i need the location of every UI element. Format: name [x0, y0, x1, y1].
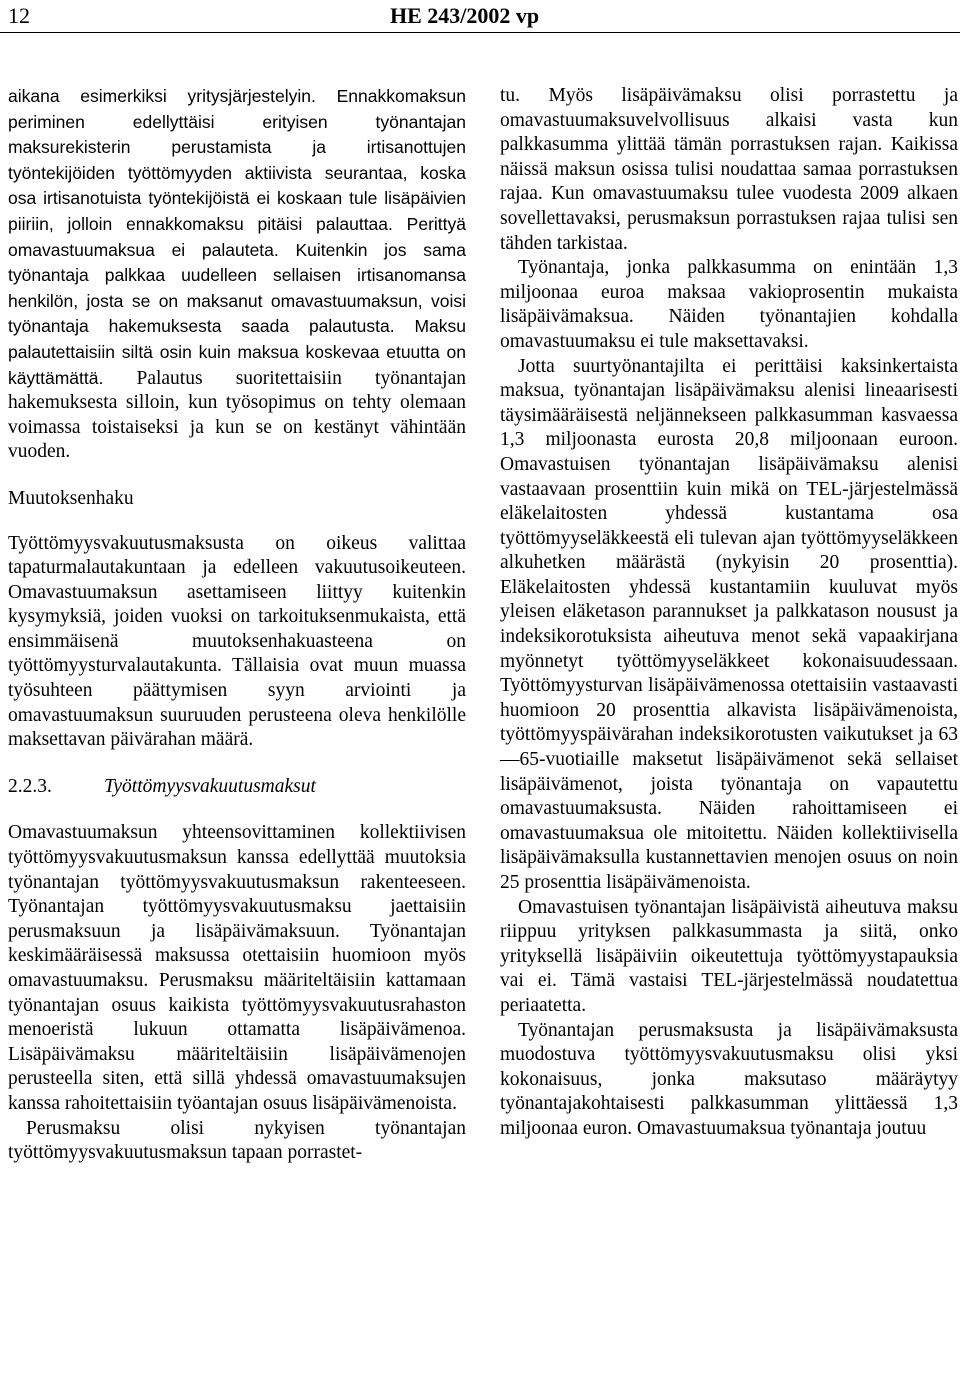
right-column — [500, 84, 958, 1142]
paragraph: Omavastuumaksun yhteensovittaminen kollektiivisen työttömyysvakuutusmaksun kanssa edellyttää muutoksia työnantajan työttömyysvakuutusmaksun rakenteeseen. Työnantajan työttömyysvakuutusmaksu jaettaisiin perusmaksuun ja lisäpäivämaksuun. Työnantajan keskimääräisessä maksussa otettaisiin huomioon myös omavastuumaksu. Perusmaksu määriteltäisiin kattamaan työnantajan osuus kaikista työttömyysvakuutusrahaston menoeristä lukuun ottamatta lisäpäivämenoa. Lisäpäivämaksu määriteltäisiin lisäpäivämenojen perusteella siten, että sillä yhdessä omavastuumaksujen kanssa rahoitettaisiin työantajan osuus lisäpäivämenoista. — [8, 822, 466, 1114]
header-rule — [0, 32, 960, 33]
page-header — [0, 0, 960, 30]
section-heading — [8, 775, 466, 800]
paragraph-text: Palautus suoritettaisiin työnantajan hakemuksesta silloin, kun työsopimus on tehty olemaan voimassa toistaiseksi ja kun se on kestänyt vähintään vuoden. — [8, 367, 466, 463]
section-number: 2.2.3. — [8, 775, 52, 797]
paragraph: Työnantaja, jonka palkkasumma on enintään 1,3 miljoonaa euroa maksaa vakioprosentin mukaista lisäpäivämaksua. Näiden työnantajien kohdalla omavastuumaksu ei tule maksettavaksi. — [500, 257, 958, 352]
paragraph — [8, 84, 466, 465]
paragraph: Työnantajan perusmaksusta ja lisäpäivämaksusta muodostuva työttömyysvakuutusmaksu olisi yksi kokonaisuus, jonka maksutaso määräytyy työnantajakohtaisesti palkkasumman ylittäessä 1,3 miljoonaa euron. Omavastuumaksua työnantaja joutuu — [500, 1019, 958, 1139]
paragraph: Omavastuisen työnantajan lisäpäivistä aiheutuva maksu riippuu yrityksen palkkasummasta ja siitä, onko yrityksellä lisäpäiviin oikeutettuja työttömyystapauksia vai ei. Tämä vastaisi TEL-järjestelmässä noudatettua periaatetta. — [500, 896, 958, 1016]
paragraph: Työttömyysvakuutusmaksusta on oikeus valittaa tapaturmalautakuntaan ja edelleen vakuutusoikeuteen. Omavastuumaksun asettamiseen liittyy kuitenkin kysymyksiä, joiden vuoksi on tarkoituksenmukaista, että ensimmäisenä muutoksenhakuasteena on työttömyysturvalautakunta. Tällaisia ovat muun muassa työsuhteen päättymisen syyn arviointi ja omavastuumaksun suuruuden perusteena oleva henkilölle maksettavan päivärahan määrä. — [8, 532, 466, 751]
left-column — [8, 84, 466, 1166]
paragraph: Jotta suurtyönantajilta ei perittäisi kaksinkertaista maksua, työnantajan lisäpäivämaksu alenisi lineaarisesti täysimääräisestä neljännekseen palkkasumman kasvaessa 1,3 miljoonasta eurosta 20,8 miljoonaan euroon. Omavastuisen työnantajan lisäpäivämaksu alenisi vastaavaan prosenttiin kuin mikä on TEL-järjestelmässä eläkelaitosten yhdessä kustantama osa työttömyyseläkkeestä eli tulevan ajan työttömyyseläkkeen alkuhetken määrästä (nykyisin 20 prosenttia). Eläkelaitosten yhdessä kustantamiin kuuluvat myös yleisen eläketason parannukset ja palkkatason nousust ja indeksikorotuksista aiheutuva menot sekä vapaakirjana myönnetyt työttömyyseläkkeet kokonaisuudessaan. Työttömyysturvan lisäpäivämenossa otettaisiin vastaavasti huomioon 20 prosenttia alkavista lisäpäivämenoista, työttömyyspäivärahan indeksikorotusten vaikutukset ja 63—65-vuotiaille maksetut lisäpäivämenot sekä sellaiset lisäpäivämenot, joista työnantaja on vapautettu omavastuumaksusta. Näiden rahoittamiseen ei omavastuumaksua ole mitoitettu. Näiden kollektiivisella lisäpäivämaksulla kustannettavien menojen osuus on noin 25 prosenttia lisäpäivämenoista. — [500, 355, 958, 893]
subheading: Muutoksenhaku — [8, 487, 134, 509]
document-id: HE 243/2002 vp — [390, 3, 540, 28]
paragraph: tu. Myös lisäpäivämaksu olisi porrastettu ja omavastuumaksuvelvollisuus alkaisi vasta kun palkkasumma ylittää tämän porrastuksen rajan. Kaikissa näissä maksun osissa tulisi noudattaa samaa porrastuksen rajaa. Kun omavastuumaksu tulee vuodesta 2009 alkaen sovellettavaksi, perusmaksun porrastuksen rajaa tulisi sen tähden tarkistaa. — [500, 85, 958, 254]
page-number: 12 — [8, 3, 30, 28]
paragraph-text: aikana esimerkiksi yritysjärjestelyin. Ennakkomaksun periminen edellyttäisi erityisen työnantajan maksurekisterin perustamista ja irtisanottujen työntekijöiden työttömyyden aktiivista seurantaa, koska osa irtisanotuista työntekijöistä ei koskaan tule lisäpäivien piiriin, jolloin ennakkomaksu pitäisi palauttaa. Perittyä omavastuumaksua ei palauteta. Kuitenkin jos sama työnantaja palkkaa uudelleen sellaisen irtisanomansa henkilön, josta se on maksanut omavastuumaksun, voisi työnantaja hakemuksesta saada palautusta. Maksu palautettaisiin siltä osin kuin maksua koskevaa etuutta on käyttämättä. — [8, 86, 466, 388]
paragraph: Perusmaksu olisi nykyisen työnantajan työttömyysvakuutusmaksun tapaan porrastet- — [8, 1117, 466, 1164]
section-title: Työttömyysvakuutusmaksut — [104, 775, 316, 797]
